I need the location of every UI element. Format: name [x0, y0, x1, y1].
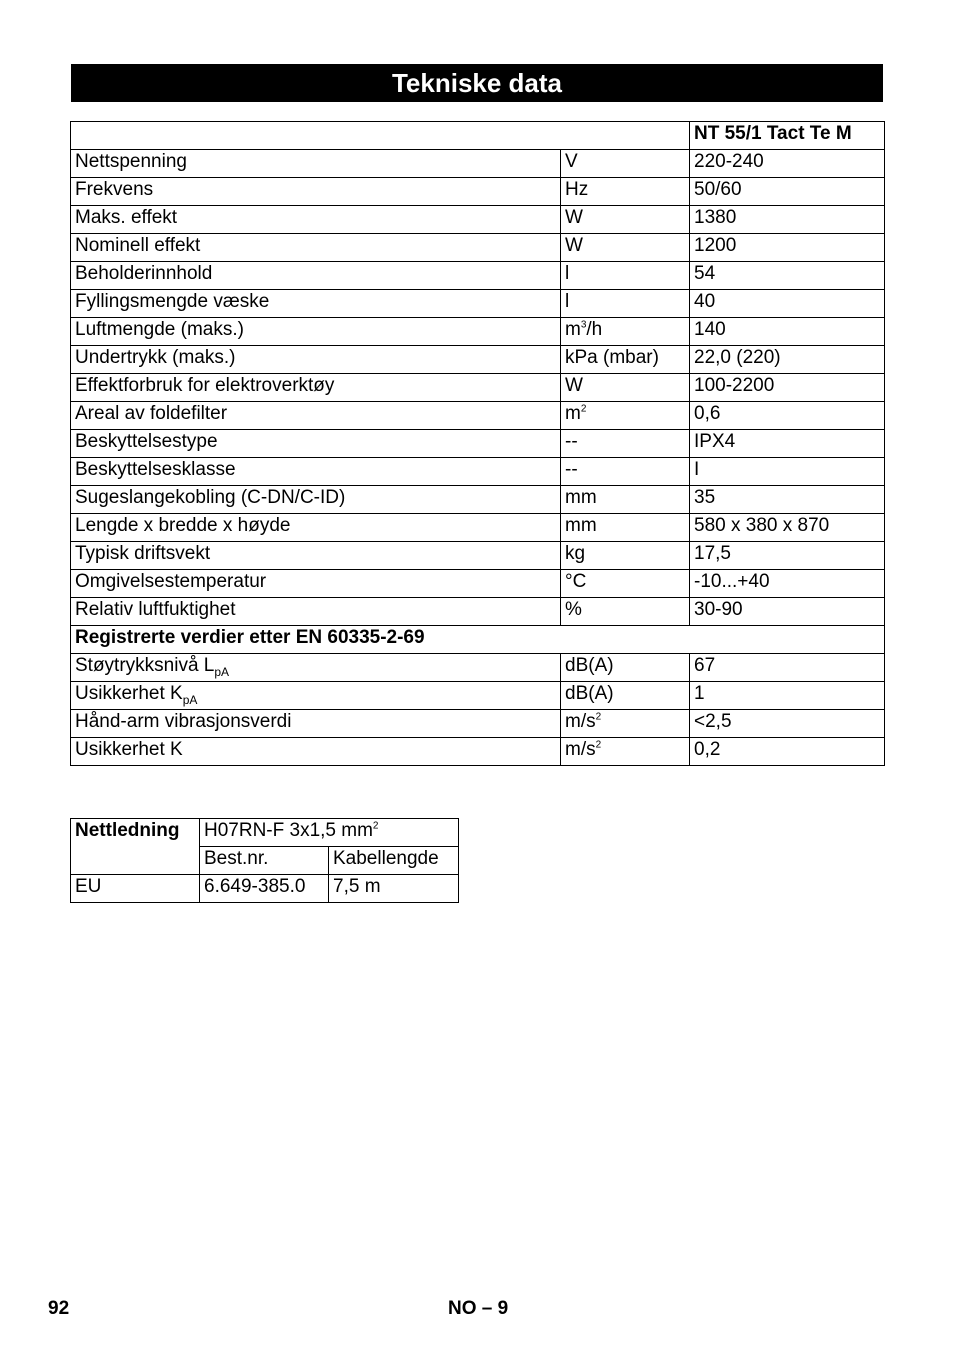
row-label: Nettspenning — [71, 150, 561, 178]
row-value: I — [690, 458, 885, 486]
cord-region: EU — [71, 875, 200, 903]
row-label: Omgivelsestemperatur — [71, 570, 561, 598]
row-unit: °C — [561, 570, 690, 598]
table-row — [71, 430, 885, 458]
row-label: Fyllingsmengde væske — [71, 290, 561, 318]
row-unit — [561, 738, 690, 766]
row-label: Luftmengde (maks.) — [71, 318, 561, 346]
row-value: 17,5 — [690, 542, 885, 570]
length-header: Kabellengde — [329, 847, 459, 875]
model-name: NT 55/1 Tact Te M — [690, 122, 885, 150]
row-unit: -- — [561, 458, 690, 486]
row-label: Usikkerhet K — [71, 738, 561, 766]
row-unit-text: m — [565, 403, 581, 424]
row-unit: mm — [561, 514, 690, 542]
technical-data-body — [71, 122, 885, 766]
table-row — [71, 178, 885, 206]
row-value: 1 — [690, 682, 885, 710]
power-cord-table — [70, 818, 459, 903]
row-unit: dB(A) — [561, 654, 690, 682]
table-row — [71, 318, 885, 346]
row-label: Maks. effekt — [71, 206, 561, 234]
table-header-row — [71, 122, 885, 150]
section-heading-row — [71, 626, 885, 654]
row-value: 1380 — [690, 206, 885, 234]
row-value: <2,5 — [690, 710, 885, 738]
row-unit: W — [561, 206, 690, 234]
table-row — [71, 710, 885, 738]
row-label: Effektforbruk for elektroverktøy — [71, 374, 561, 402]
row-unit — [561, 318, 690, 346]
row-unit — [561, 710, 690, 738]
row-unit: % — [561, 598, 690, 626]
row-label-text: Usikkerhet K — [75, 683, 183, 704]
row-value: IPX4 — [690, 430, 885, 458]
cable-type-superscript: 2 — [372, 820, 379, 832]
row-label — [71, 682, 561, 710]
row-value: 140 — [690, 318, 885, 346]
row-label: Areal av foldefilter — [71, 402, 561, 430]
table-row — [71, 486, 885, 514]
row-unit-text: m — [565, 319, 581, 340]
table-row — [71, 458, 885, 486]
row-label: Typisk driftsvekt — [71, 542, 561, 570]
table-row — [71, 234, 885, 262]
row-unit-superscript: 2 — [595, 739, 602, 751]
row-unit: mm — [561, 486, 690, 514]
row-value: 35 — [690, 486, 885, 514]
row-unit: l — [561, 290, 690, 318]
row-unit: -- — [561, 430, 690, 458]
table-row — [71, 346, 885, 374]
row-unit: W — [561, 374, 690, 402]
row-value: 54 — [690, 262, 885, 290]
row-value: -10...+40 — [690, 570, 885, 598]
row-label-subscript: pA — [214, 664, 230, 679]
row-unit-text: m/s — [565, 739, 596, 760]
row-value: 220-240 — [690, 150, 885, 178]
row-unit-suffix: /h — [586, 319, 603, 340]
table-row — [71, 570, 885, 598]
row-unit-superscript: 3 — [580, 319, 587, 331]
section-heading: Registrerte verdier etter EN 60335-2-69 — [71, 626, 885, 654]
row-value: 30-90 — [690, 598, 885, 626]
row-unit: dB(A) — [561, 682, 690, 710]
table-row — [71, 374, 885, 402]
row-label: Frekvens — [71, 178, 561, 206]
row-unit-text: m/s — [565, 711, 596, 732]
row-label: Lengde x bredde x høyde — [71, 514, 561, 542]
table-row — [71, 402, 885, 430]
row-value: 40 — [690, 290, 885, 318]
row-label: Beskyttelsesklasse — [71, 458, 561, 486]
row-value: 50/60 — [690, 178, 885, 206]
table-row — [71, 514, 885, 542]
table-row — [71, 206, 885, 234]
row-unit: kPa (mbar) — [561, 346, 690, 374]
table-row — [71, 738, 885, 766]
row-label: Undertrykk (maks.) — [71, 346, 561, 374]
row-unit: V — [561, 150, 690, 178]
row-label: Sugeslangekobling (C-DN/C-ID) — [71, 486, 561, 514]
row-value: 0,2 — [690, 738, 885, 766]
row-label: Nominell effekt — [71, 234, 561, 262]
table-row — [71, 150, 885, 178]
power-cord-body — [71, 819, 459, 903]
page-title: Tekniske data — [71, 64, 883, 102]
table-row — [71, 290, 885, 318]
table-row — [71, 598, 885, 626]
row-unit: W — [561, 234, 690, 262]
row-unit — [561, 402, 690, 430]
row-unit: kg — [561, 542, 690, 570]
row-unit: Hz — [561, 178, 690, 206]
cable-type: H07RN-F 3x1,5 mm — [204, 820, 373, 841]
table-row — [71, 682, 885, 710]
header-blank-cell — [71, 122, 690, 150]
row-value: 100-2200 — [690, 374, 885, 402]
part-no-header: Best.nr. — [200, 847, 329, 875]
cord-row — [71, 875, 459, 903]
row-label: Hånd-arm vibrasjonsverdi — [71, 710, 561, 738]
row-value: 1200 — [690, 234, 885, 262]
table-row — [71, 262, 885, 290]
cord-header-row — [71, 819, 459, 847]
row-label: Beskyttelsestype — [71, 430, 561, 458]
row-value: 22,0 (220) — [690, 346, 885, 374]
table-row — [71, 542, 885, 570]
row-value: 580 x 380 x 870 — [690, 514, 885, 542]
row-value: 0,6 — [690, 402, 885, 430]
row-unit-superscript: 2 — [595, 711, 602, 723]
section-label: NO – 9 — [448, 1298, 509, 1319]
cable-type-cell — [200, 819, 459, 847]
row-label: Relativ luftfuktighet — [71, 598, 561, 626]
row-label — [71, 654, 561, 682]
table-row — [71, 654, 885, 682]
cord-part-no: 6.649-385.0 — [200, 875, 329, 903]
row-unit: l — [561, 262, 690, 290]
row-label-text: Støytrykksnivå L — [75, 655, 215, 676]
page-number: 92 — [48, 1298, 70, 1319]
row-unit-superscript: 2 — [580, 403, 587, 415]
row-value: 67 — [690, 654, 885, 682]
cord-length: 7,5 m — [329, 875, 459, 903]
cord-heading: Nettledning — [71, 819, 200, 875]
technical-data-table — [70, 121, 885, 766]
row-label: Beholderinnhold — [71, 262, 561, 290]
row-label-subscript: pA — [182, 692, 198, 707]
